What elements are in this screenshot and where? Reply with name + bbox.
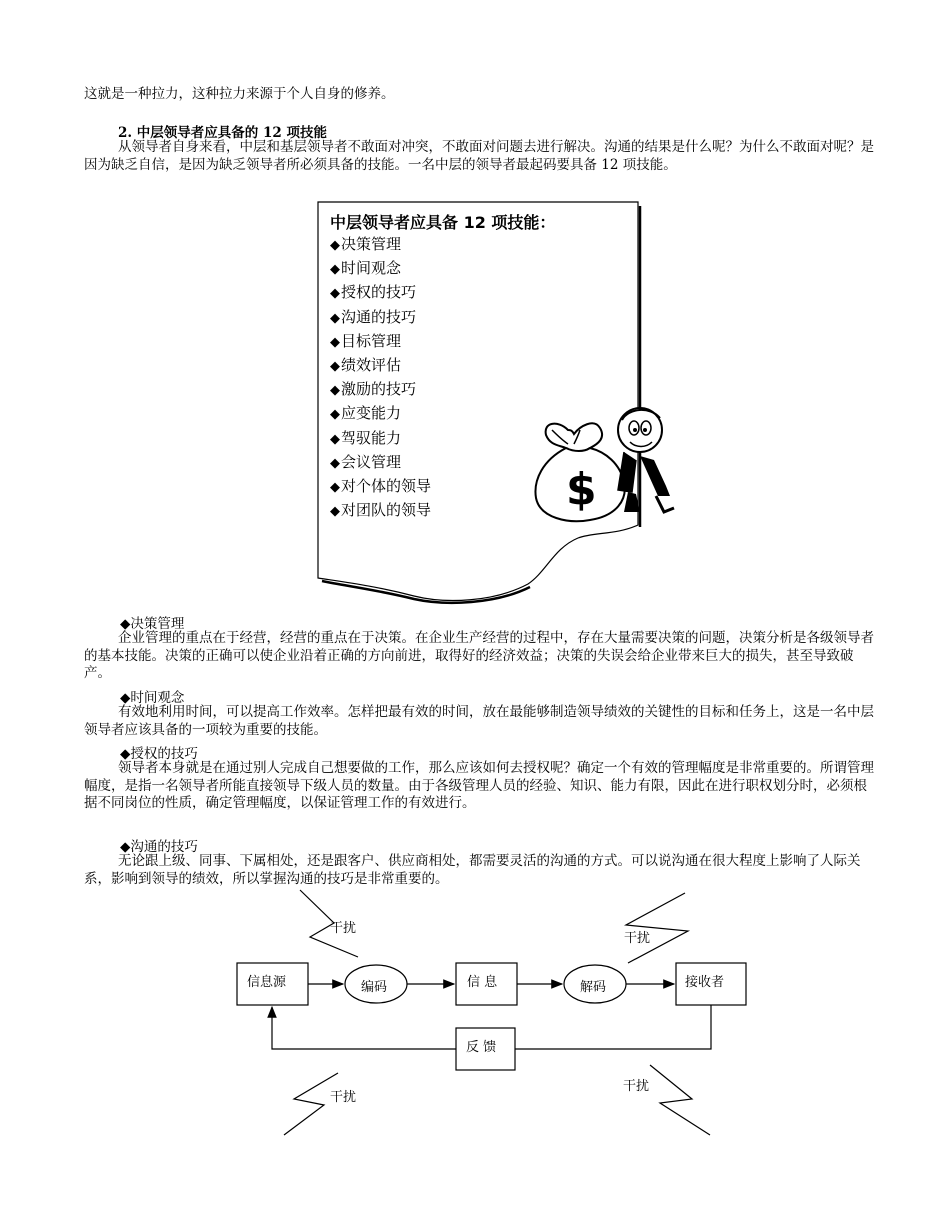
encode-label: 编码 — [361, 980, 388, 995]
communication-diagram-lines — [230, 885, 770, 1140]
skill-item: ◆ 会议管理 — [330, 450, 431, 474]
topic-title-decision: ◆决策管理 — [120, 616, 185, 632]
topic-body-communication: 无论跟上级、同事、下属相处，还是跟客户、供应商相处，都需要灵活的沟通的方式。可以说沟通在很大程度上影响了人际关系，影响到领导的绩效，所以掌握沟通的技巧是非常重要的。 — [84, 853, 861, 887]
topic-title-time: ◆时间观念 — [120, 690, 185, 706]
topic-title-delegation: ◆授权的技巧 — [120, 746, 198, 762]
svg-text:$: $ — [566, 464, 597, 515]
noise-label: 干扰 — [623, 1079, 650, 1094]
feedback-label: 反 馈 — [466, 1040, 497, 1055]
skill-item: ◆ 授权的技巧 — [330, 280, 431, 304]
skill-item: ◆ 对个体的领导 — [330, 474, 431, 498]
decode-label: 解码 — [580, 980, 607, 995]
topic-body-delegation: 领导者本身就是在通过别人完成自己想要做的工作，那么应该如何去授权呢？确定一个有效的管理幅度是非常重要的。所谓管理幅度，是指一名领导者所能直接领导下级人员的数量。由于各级管理人员的经验、知识、能力有限，因此在进行职权划分时，必须根据不同岗位的性质，确定管理幅度，以保证管理工作的有效进行。 — [84, 760, 874, 811]
section-paragraph: 从领导者自身来看，中层和基层领导者不敢面对冲突，不敢面对问题去进行解决。沟通的结果是什么呢？为什么不敢面对呢？是因为缺乏自信，是因为缺乏领导者所必须具备的技能。一名中层的领导者最起码要具备 12 项技能。 — [84, 139, 874, 173]
source-label: 信息源 — [247, 975, 287, 990]
skill-item: ◆ 决策管理 — [330, 232, 431, 256]
skills-box — [316, 200, 642, 605]
communication-diagram — [230, 885, 770, 1140]
skill-item: ◆ 应变能力 — [330, 401, 431, 425]
skill-item: ◆ 时间观念 — [330, 256, 431, 280]
topic-body-time: 有效地利用时间，可以提高工作效率。怎样把最有效的时间，放在最能够制造领导绩效的关键性的目标和任务上，这是一名中层领导者应该具备的一项较为重要的技能。 — [84, 704, 874, 738]
topic-body-decision: 企业管理的重点在于经营，经营的重点在于决策。在企业生产经营的过程中，存在大量需要决策的问题，决策分析是各级领导者的基本技能。决策的正确可以使企业沿着正确的方向前进，取得好的经济效益；决策的失误会给企业带来巨大的损失，甚至导致破产。 — [84, 630, 874, 681]
message-label: 信 息 — [467, 975, 498, 990]
skill-item: ◆ 沟通的技巧 — [330, 305, 431, 329]
skill-item: ◆ 激励的技巧 — [330, 377, 431, 401]
section-heading: 2. 中层领导者应具备的 12 项技能 — [118, 125, 327, 141]
noise-label: 干扰 — [330, 1090, 357, 1105]
noise-label: 干扰 — [624, 931, 651, 946]
skill-item: ◆ 驾驭能力 — [330, 426, 431, 450]
topic-title-communication: ◆沟通的技巧 — [120, 839, 198, 855]
skill-item: ◆ 目标管理 — [330, 329, 431, 353]
skills-list — [330, 232, 431, 522]
money-bag-mascot-icon — [528, 400, 676, 525]
receiver-label: 接收者 — [685, 975, 725, 990]
skill-item: ◆ 对团队的领导 — [330, 498, 431, 522]
skills-box-title: 中层领导者应具备 12 项技能： — [330, 213, 556, 232]
intro-line: 这就是一种拉力，这种拉力来源于个人自身的修养。 — [84, 86, 395, 102]
noise-label: 干扰 — [330, 921, 357, 936]
skill-item: ◆ 绩效评估 — [330, 353, 431, 377]
